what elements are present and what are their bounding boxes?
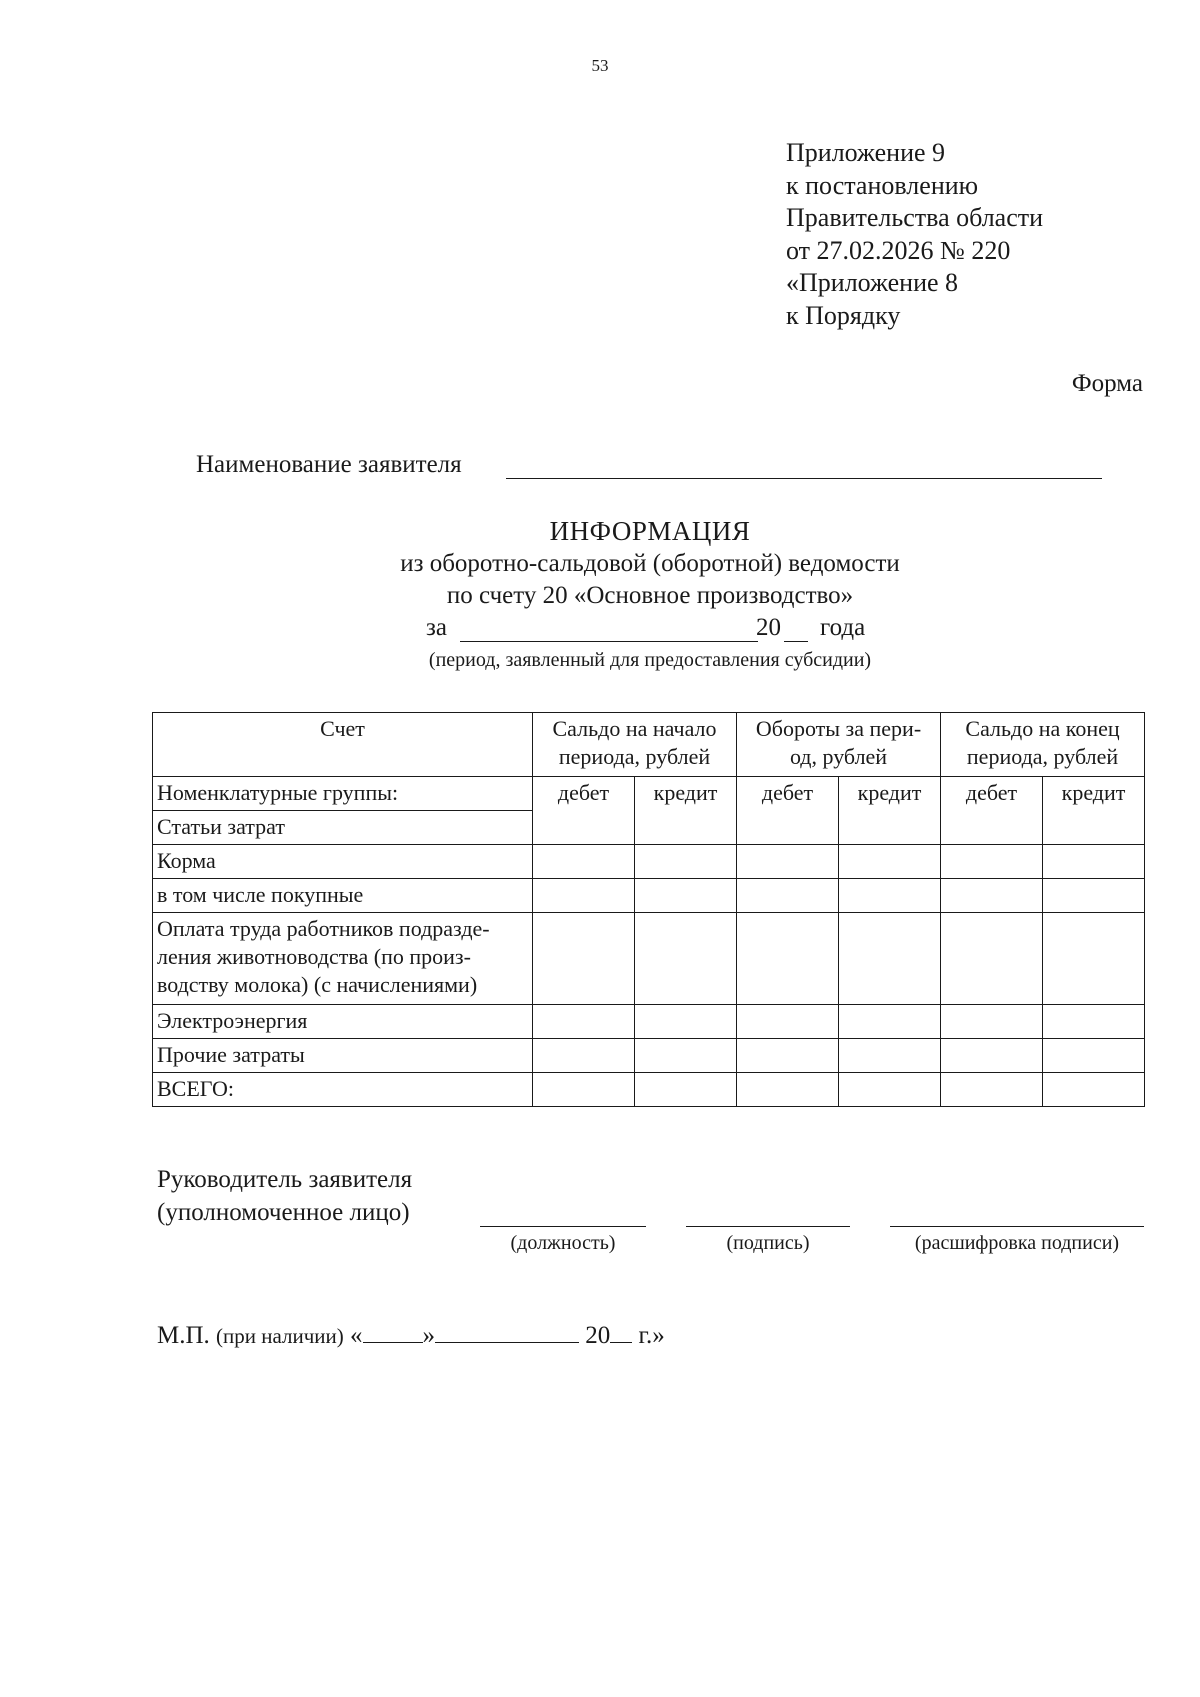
month-field[interactable] bbox=[435, 1342, 579, 1343]
table-row bbox=[153, 1005, 1145, 1039]
table-cell[interactable] bbox=[1043, 1039, 1145, 1073]
table-cell[interactable] bbox=[635, 845, 737, 879]
signature-caption: (подпись) bbox=[726, 1232, 810, 1254]
table-cell[interactable] bbox=[737, 1039, 839, 1073]
table-cell[interactable] bbox=[839, 1039, 941, 1073]
table-row bbox=[153, 1039, 1145, 1073]
debit-header: дебет bbox=[737, 777, 839, 845]
table-cell[interactable] bbox=[1043, 1005, 1145, 1039]
header-line: Сальдо на конец bbox=[965, 716, 1120, 741]
stamp-if-any: (при наличии) bbox=[216, 1324, 344, 1348]
table-cell[interactable] bbox=[839, 879, 941, 913]
date-open-quote: « bbox=[350, 1322, 363, 1349]
table-cell[interactable] bbox=[1043, 845, 1145, 879]
position-caption: (должность) bbox=[510, 1232, 616, 1254]
ledger-table bbox=[152, 712, 1145, 1107]
table-cell[interactable] bbox=[635, 1005, 737, 1039]
turnover-header bbox=[737, 713, 941, 777]
table-cell[interactable] bbox=[941, 1073, 1043, 1107]
header-line: од, рублей bbox=[789, 744, 888, 769]
appendix-line: Приложение 9 bbox=[786, 138, 946, 167]
applicant-label: Наименование заявителя bbox=[196, 451, 462, 478]
nomenclature-groups-label: Номенклатурные группы: bbox=[153, 777, 533, 811]
table-cell[interactable] bbox=[737, 913, 839, 1005]
row-label-cost-items: Статьи затрат bbox=[153, 811, 533, 845]
header-line: периода, рублей bbox=[558, 744, 711, 769]
table-cell[interactable] bbox=[941, 1039, 1043, 1073]
table-cell[interactable] bbox=[737, 879, 839, 913]
table-row-total bbox=[153, 1073, 1145, 1107]
row-label-line: водству молока) (с начислениями) bbox=[157, 972, 478, 997]
row-label-purchased: в том числе покупные bbox=[153, 879, 533, 913]
appendix-line: к Порядку bbox=[786, 300, 901, 330]
stamp-label: М.П. bbox=[157, 1322, 210, 1349]
table-cell[interactable] bbox=[839, 913, 941, 1005]
table-row bbox=[153, 845, 1145, 879]
date-year-prefix: 20 bbox=[585, 1322, 611, 1349]
row-label-line: Оплата труда работников подразде- bbox=[157, 916, 490, 941]
row-label-other-costs: Прочие затраты bbox=[153, 1039, 533, 1073]
row-label-line: ления животноводства (по произ- bbox=[157, 944, 471, 969]
year-suffix: года bbox=[820, 614, 866, 641]
header-line: Сальдо на начало bbox=[552, 716, 717, 741]
signer-subtitle: (уполномоченное лицо) bbox=[157, 1199, 410, 1226]
table-row bbox=[153, 913, 1145, 1005]
appendix-line: «Приложение 8 bbox=[786, 268, 959, 297]
table-cell[interactable] bbox=[533, 913, 635, 1005]
appendix-block bbox=[786, 137, 1043, 332]
table-cell[interactable] bbox=[1043, 1073, 1145, 1107]
header-line: Обороты за пери- bbox=[755, 716, 922, 741]
period-note: (период, заявленный для предоставления субсидии) bbox=[428, 649, 872, 671]
appendix-line: Правительства области bbox=[786, 203, 1044, 232]
day-field[interactable] bbox=[363, 1342, 423, 1343]
opening-balance-header bbox=[533, 713, 737, 777]
page-number: 53 bbox=[591, 56, 609, 75]
table-cell[interactable] bbox=[941, 879, 1043, 913]
date-year-suffix: г.» bbox=[638, 1322, 665, 1349]
debit-header: дебет bbox=[533, 777, 635, 845]
credit-header: кредит bbox=[839, 777, 941, 845]
table-cell[interactable] bbox=[839, 1073, 941, 1107]
row-label-labor-pay bbox=[153, 913, 533, 1005]
document-title: ИНФОРМАЦИЯ bbox=[549, 516, 751, 546]
table-cell[interactable] bbox=[533, 845, 635, 879]
appendix-line: к постановлению bbox=[786, 170, 979, 200]
table-cell[interactable] bbox=[635, 913, 737, 1005]
table-cell[interactable] bbox=[737, 1005, 839, 1039]
applicant-name-field[interactable] bbox=[506, 478, 1102, 479]
table-cell[interactable] bbox=[737, 845, 839, 879]
document-subtitle-line1: из оборотно-сальдовой (оборотной) ведомости bbox=[400, 550, 900, 577]
signature-decoding-caption: (расшифровка подписи) bbox=[914, 1232, 1120, 1254]
signer-block bbox=[157, 1163, 412, 1229]
year-field[interactable] bbox=[784, 641, 808, 642]
date-close-quote: » bbox=[422, 1322, 436, 1349]
period-field[interactable] bbox=[460, 641, 758, 642]
form-label: Форма bbox=[1071, 370, 1143, 397]
table-cell[interactable] bbox=[941, 1005, 1043, 1039]
table-cell[interactable] bbox=[839, 1005, 941, 1039]
table-row bbox=[153, 879, 1145, 913]
table-subheader-row bbox=[153, 777, 1145, 811]
debit-header: дебет bbox=[941, 777, 1043, 845]
document-subtitle-line2: по счету 20 «Основное производство» bbox=[446, 582, 854, 609]
table-cell[interactable] bbox=[533, 879, 635, 913]
position-field[interactable] bbox=[480, 1226, 646, 1227]
appendix-line: от 27.02.2026 № 220 bbox=[786, 235, 1011, 265]
table-cell[interactable] bbox=[1043, 879, 1145, 913]
signature-field[interactable] bbox=[686, 1226, 850, 1227]
table-cell[interactable] bbox=[533, 1039, 635, 1073]
credit-header: кредит bbox=[635, 777, 737, 845]
table-cell[interactable] bbox=[839, 845, 941, 879]
year-prefix: 20 bbox=[756, 614, 781, 641]
closing-balance-header bbox=[941, 713, 1145, 777]
date-year-field[interactable] bbox=[610, 1342, 632, 1343]
table-cell[interactable] bbox=[941, 845, 1043, 879]
period-for-label: за bbox=[426, 614, 447, 641]
stamp-line bbox=[157, 1322, 665, 1350]
table-cell[interactable] bbox=[533, 1073, 635, 1107]
table-cell[interactable] bbox=[635, 1039, 737, 1073]
row-label-feed: Корма bbox=[153, 845, 533, 879]
table-cell[interactable] bbox=[635, 879, 737, 913]
signature-decoding-field[interactable] bbox=[890, 1226, 1144, 1227]
table-cell[interactable] bbox=[737, 1073, 839, 1107]
table-cell[interactable] bbox=[635, 1073, 737, 1107]
row-label-electricity: Электроэнергия bbox=[153, 1005, 533, 1039]
header-line: периода, рублей bbox=[966, 744, 1119, 769]
row-label-total: ВСЕГО: bbox=[153, 1073, 533, 1107]
table-cell[interactable] bbox=[941, 913, 1043, 1005]
table-header-row bbox=[153, 713, 1145, 777]
table-cell[interactable] bbox=[1043, 913, 1145, 1005]
account-header: Счет bbox=[153, 713, 533, 777]
credit-header: кредит bbox=[1043, 777, 1145, 845]
table-cell[interactable] bbox=[533, 1005, 635, 1039]
signer-title: Руководитель заявителя bbox=[157, 1166, 413, 1193]
